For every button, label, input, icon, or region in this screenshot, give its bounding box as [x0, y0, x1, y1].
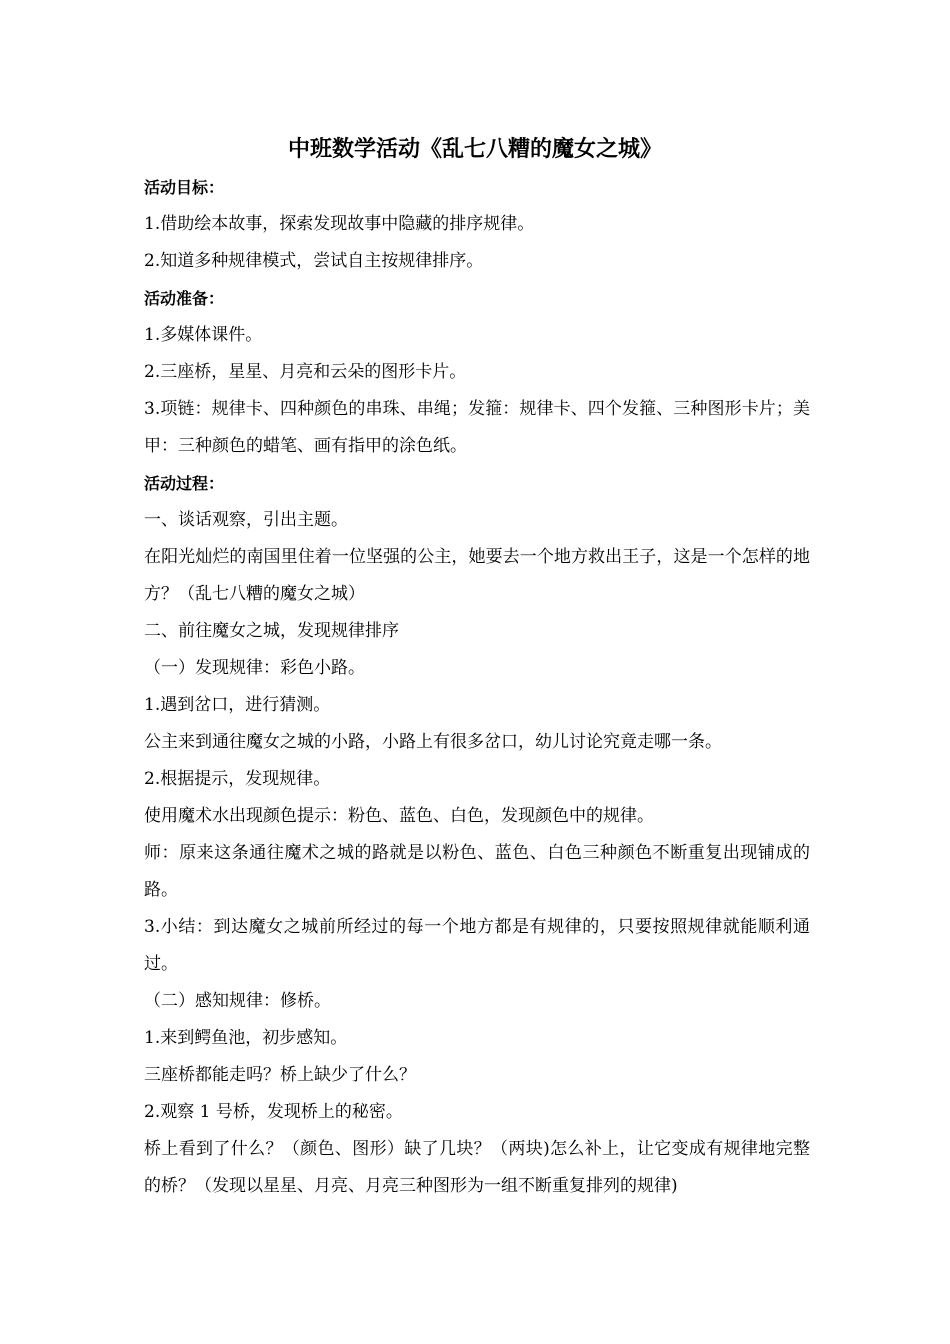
process-paragraph-story: 在阳光灿烂的南国里住着一位坚强的公主，她要去一个地方救出王子，这是一个怎样的地方？（乱七八糟的魔女之城） [144, 547, 810, 604]
substep-perceive-rule: （二）感知规律：修桥。 [144, 991, 331, 1011]
substep-item-1: 1.遇到岔口，进行猜测。 [144, 695, 331, 715]
process-step-2: 二、前往魔女之城，发现规律排序 [144, 621, 399, 641]
goal-item-1: 1.借助绘本故事，探索发现故事中隐藏的排序规律。 [144, 214, 535, 234]
paragraph-magic-water: 使用魔术水出现颜色提示：粉色、蓝色、白色，发现颜色中的规律。 [144, 806, 654, 826]
section-heading-process: 活动过程： [144, 474, 225, 493]
paragraph-summary: 3.小结：到达魔女之城前所经过的每一个地方都是有规律的，只要按照规律就能顺利通过。 [144, 917, 810, 974]
paragraph-fork-road: 公主来到通往魔女之城的小路，小路上有很多岔口，幼儿讨论究竟走哪一条。 [144, 732, 722, 752]
document-title: 中班数学活动《乱七八糟的魔女之城》 [287, 137, 662, 162]
goal-item-2: 2.知道多种规律模式，尝试自主按规律排序。 [144, 251, 484, 271]
substep-item-2: 2.根据提示，发现规律。 [144, 769, 331, 789]
substep-crocodile-pool: 1.来到鳄鱼池，初步感知。 [144, 1028, 348, 1048]
paragraph-three-bridges: 三座桥都能走吗？桥上缺少了什么？ [144, 1065, 416, 1085]
section-heading-preparation: 活动准备： [144, 289, 225, 308]
prep-item-3: 3.项链：规律卡、四种颜色的串珠、串绳；发箍：规律卡、四个发箍、三种图形卡片；美甲：三种颜色的蜡笔、画有指甲的涂色纸。 [144, 399, 810, 456]
substep-observe-bridge: 2.观察 1 号桥，发现桥上的秘密。 [144, 1102, 403, 1122]
section-heading-goals: 活动目标： [144, 178, 225, 197]
substep-discover-rule: （一）发现规律：彩色小路。 [144, 658, 365, 678]
paragraph-bridge-question: 桥上看到了什么？（颜色、图形）缺了几块？（两块)怎么补上，让它变成有规律地完整的桥？（发现以星星、月亮、月亮三种图形为一组不断重复排列的规律) [144, 1139, 810, 1196]
paragraph-teacher: 师：原来这条通往魔术之城的路就是以粉色、蓝色、白色三种颜色不断重复出现铺成的路。 [144, 843, 810, 900]
process-step-1: 一、谈话观察，引出主题。 [144, 510, 348, 530]
prep-item-2: 2.三座桥，星星、月亮和云朵的图形卡片。 [144, 362, 467, 382]
prep-item-1: 1.多媒体课件。 [144, 325, 263, 345]
document-body [144, 169, 810, 1242]
